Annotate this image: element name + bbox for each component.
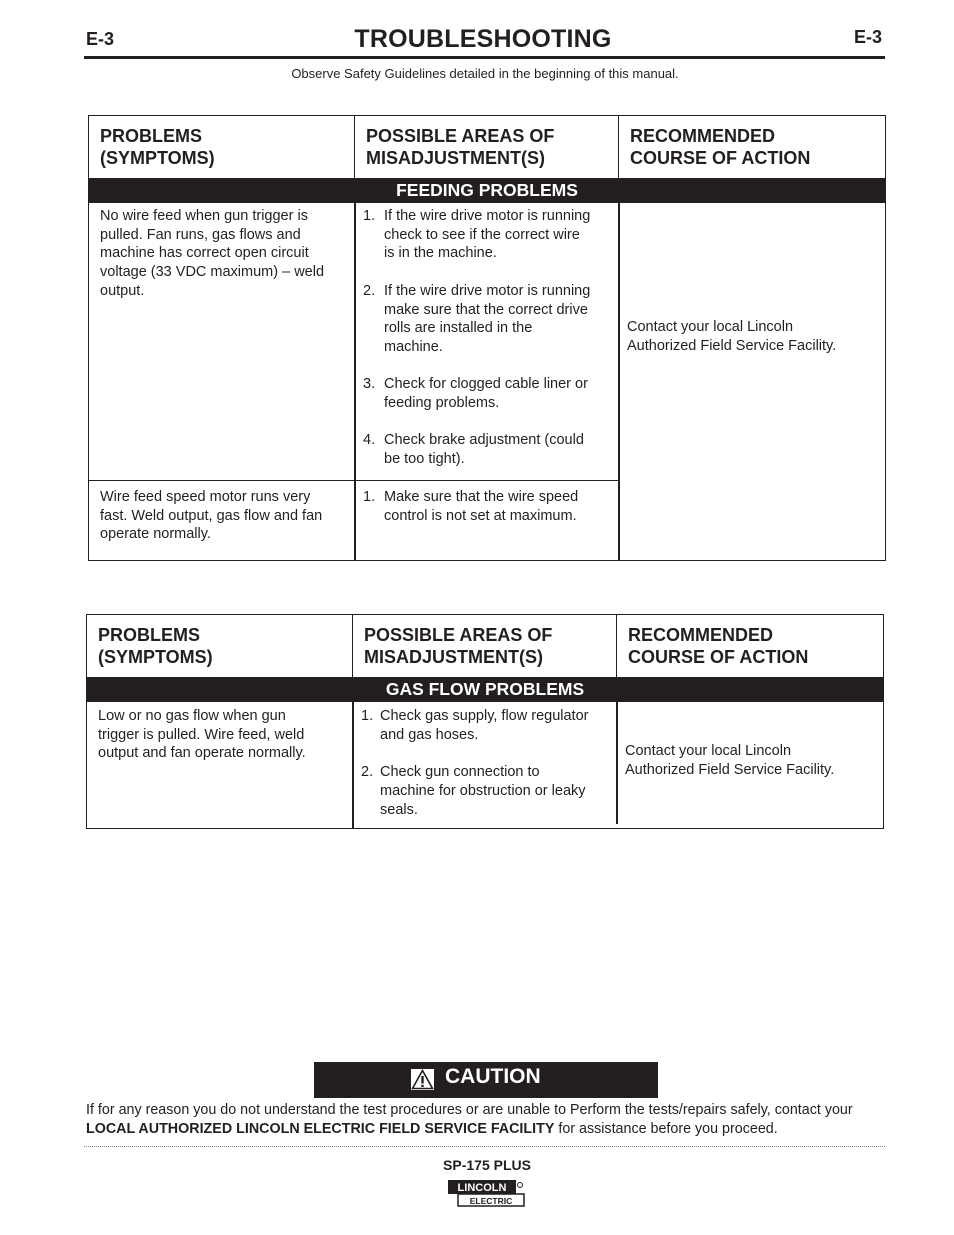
causes-cell bbox=[354, 205, 618, 487]
header-problems: PROBLEMS (SYMPTOMS) bbox=[100, 126, 215, 168]
action-cell: Contact your local Lincoln Authorized Field Service Facility. bbox=[627, 319, 837, 354]
symptom-cell: Low or no gas flow when gun trigger is pulled. Wire feed, weld output and fan operate normally. bbox=[98, 708, 306, 762]
model-name: SP-175 PLUS bbox=[443, 1157, 531, 1173]
header-action: RECOMMENDED COURSE OF ACTION bbox=[616, 615, 882, 677]
page-code-right: E-3 bbox=[854, 27, 883, 47]
cause-item: 4. Check brake adjustment (could be too tight). bbox=[363, 432, 584, 468]
header-causes: POSSIBLE AREAS OF MISADJUSTMENT(S) bbox=[354, 116, 618, 178]
action-cell: Contact your local Lincoln Authorized Field Service Facility. bbox=[625, 743, 835, 778]
caution-label: CAUTION bbox=[445, 1065, 541, 1088]
caution-bar bbox=[314, 1062, 658, 1098]
logo-bottom-text: ELECTRIC bbox=[469, 1196, 513, 1206]
cause-item: 1. If the wire drive motor is running check to see if the correct wire is in the machine. bbox=[363, 208, 591, 262]
feeding-problems-table bbox=[88, 115, 886, 561]
symptom-cell: Wire feed speed motor runs very fast. Weld output, gas flow and fan operate normally. bbox=[100, 489, 323, 543]
page-code-left: E-3 bbox=[86, 29, 115, 49]
cause-item: 3. Check for clogged cable liner or feeding problems. bbox=[363, 376, 588, 411]
section-bar: GAS FLOW PROBLEMS bbox=[87, 677, 883, 702]
cause-item: 2. If the wire drive motor is running make sure that the correct drive rolls are installed in the machine. bbox=[363, 282, 591, 355]
lincoln-electric-logo bbox=[446, 1178, 526, 1208]
safety-note: Observe Safety Guidelines detailed in the beginning of this manual. bbox=[291, 66, 679, 81]
causes-cell bbox=[354, 486, 618, 544]
header-causes: POSSIBLE AREAS OF MISADJUSTMENT(S) bbox=[352, 615, 616, 677]
gas-flow-problems-table bbox=[86, 614, 884, 829]
header-problems: PROBLEMS (SYMPTOMS) bbox=[98, 625, 213, 667]
warning-icon bbox=[410, 1068, 435, 1091]
cause-item: 1. Make sure that the wire speed control is not set at maximum. bbox=[363, 489, 579, 524]
logo-top-text: LINCOLN bbox=[457, 1182, 507, 1194]
page-title: TROUBLESHOOTING bbox=[354, 25, 612, 53]
section-bar: FEEDING PROBLEMS bbox=[89, 178, 885, 203]
causes-cell bbox=[352, 705, 616, 838]
cause-item: 1. Check gas supply, flow regulator and gas hoses. bbox=[361, 708, 589, 743]
caution-text: If for any reason you do not understand the test procedures or are unable to Perform the tests/repairs safely, contact your LOCAL AUTHORIZED LINCOLN ELECTRIC FIELD SERVICE FACILITY for assistance before you proceed. bbox=[86, 1102, 853, 1137]
header-action: RECOMMENDED COURSE OF ACTION bbox=[618, 116, 884, 178]
symptom-cell: No wire feed when gun trigger is pulled. Fan runs, gas flows and machine has correct open circuit voltage (33 VDC maximum) – weld output. bbox=[100, 208, 325, 299]
title-rule bbox=[84, 56, 885, 59]
dotted-rule bbox=[84, 1146, 885, 1147]
cause-item: 2. Check gun connection to machine for obstruction or leaky seals. bbox=[361, 764, 586, 818]
